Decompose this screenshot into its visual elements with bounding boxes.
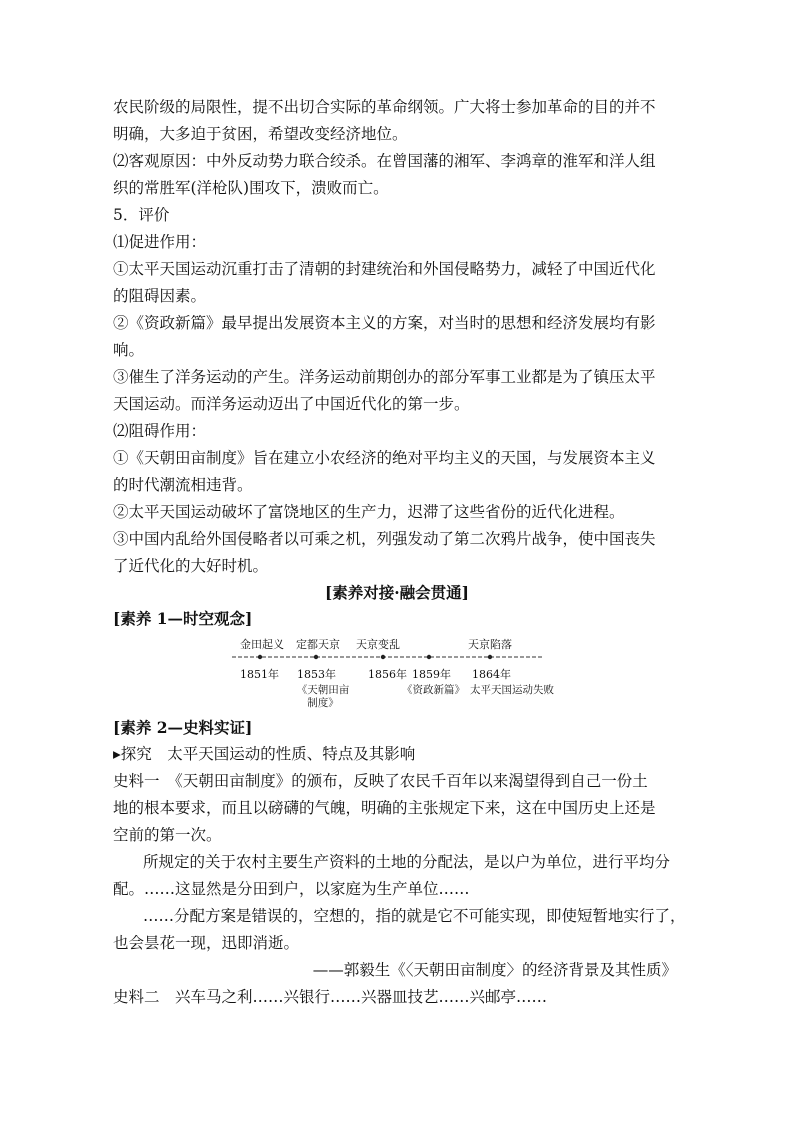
timeline-point xyxy=(314,655,318,659)
text-line: ⑵客观原因：中外反动势力联合绞杀。在曾国藩的湘军、李鸿章的淮军和洋人组 xyxy=(113,152,656,170)
text-line: 天国运动。而洋务运动迈出了中国近代化的第一步。 xyxy=(113,395,470,413)
text-line: ⑵阻碍作用： xyxy=(113,422,207,440)
timeline-axis xyxy=(230,650,546,664)
timeline-year: 1853年 xyxy=(297,668,336,681)
text-line: ⑴促进作用： xyxy=(113,233,207,251)
text-line: 配。……这显然是分田到户，以家庭为生产单位…… xyxy=(113,880,470,898)
text-line: ③中国内乱给外国侵略者以可乘之机，列强发动了第二次鸦片战争，使中国丧失 xyxy=(113,530,656,548)
text-line: 5．评价 xyxy=(113,206,170,224)
suyang-2-heading: [素养 2—史料实证] xyxy=(113,718,253,737)
timeline-year: 1856年 xyxy=(368,668,407,681)
text-line: 的时代潮流相违背。 xyxy=(113,476,253,494)
text-line: 地的根本要求，而且以磅礴的气魄，明确的主张规定下来，这在中国历史上还是 xyxy=(113,799,656,817)
text-line: 明确，大多迫于贫困，希望改变经济地位。 xyxy=(113,125,408,143)
text-line: ②《资政新篇》最早提出发展资本主义的方案，对当时的思想和经济发展均有影 xyxy=(113,314,656,332)
timeline-event: 天京变乱 xyxy=(356,638,400,651)
text-line: ……分配方案是错误的，空想的，指的就是它不可能实现，即使短暂地实行了， xyxy=(143,907,686,925)
timeline-point xyxy=(258,655,262,659)
text-line: 农民阶级的局限性，提不出切合实际的革命纲领。广大将士参加革命的目的并不 xyxy=(113,98,656,116)
timeline-document xyxy=(290,684,356,710)
citation: ——郭毅生《〈天朝田亩制度〉的经济背景及其性质》 xyxy=(312,961,677,979)
timeline-point xyxy=(488,655,492,659)
text-line: 空前的第一次。 xyxy=(113,826,222,844)
text-line: ②太平天国运动破坏了富饶地区的生产力，迟滞了这些省份的近代化进程。 xyxy=(113,503,625,521)
section-heading: [素养对接·融会贯通] xyxy=(324,583,470,602)
text-line: 也会昙花一现，迅即消逝。 xyxy=(113,934,300,952)
text-line: 史料二 兴车马之利……兴银行……兴器皿技艺……兴邮亭…… xyxy=(113,988,548,1006)
timeline-document-line: 《天朝田亩 xyxy=(296,684,350,696)
text-line: ③催生了洋务运动的产生。洋务运动前期创办的部分军事工业都是为了镇压太平 xyxy=(113,368,656,386)
text-line: 所规定的关于农村主要生产资料的土地的分配法，是以户为单位，进行平均分 xyxy=(143,853,671,871)
timeline-document-line: 制度》 xyxy=(307,697,339,709)
timeline-event: 定都天京 xyxy=(296,638,340,651)
text-line: ①《天朝田亩制度》旨在建立小农经济的绝对平均主义的天国，与发展资本主义 xyxy=(113,449,656,467)
text-line: 响。 xyxy=(113,341,145,359)
timeline-year: 1859年 xyxy=(412,668,451,681)
timeline-point xyxy=(381,655,385,659)
text-line: 织的常胜军(洋枪队)围攻下，溃败而亡。 xyxy=(113,179,389,197)
text-line: 了近代化的大好时机。 xyxy=(113,557,269,575)
text-line: ①太平天国运动沉重打击了清朝的封建统治和外国侵略势力，减轻了中国近代化 xyxy=(113,260,656,278)
timeline-year: 1851年 xyxy=(240,668,279,681)
timeline-document: 《资政新篇》 xyxy=(402,684,465,696)
text-line: 的阻碍因素。 xyxy=(113,287,207,305)
timeline-event: 天京陷落 xyxy=(468,638,512,651)
text-line: 史料一 《天朝田亩制度》的颁布，反映了农民千百年以来渴望得到自己一份土 xyxy=(113,772,648,790)
timeline-note: 太平天国运动失败 xyxy=(470,684,554,696)
timeline-point xyxy=(427,655,431,659)
explore-heading: ▸探究 太平天国运动的性质、特点及其影响 xyxy=(113,745,416,763)
suyang-1-heading: [素养 1—时空观念] xyxy=(113,609,253,628)
timeline-year: 1864年 xyxy=(472,668,511,681)
timeline-event: 金田起义 xyxy=(240,638,284,651)
